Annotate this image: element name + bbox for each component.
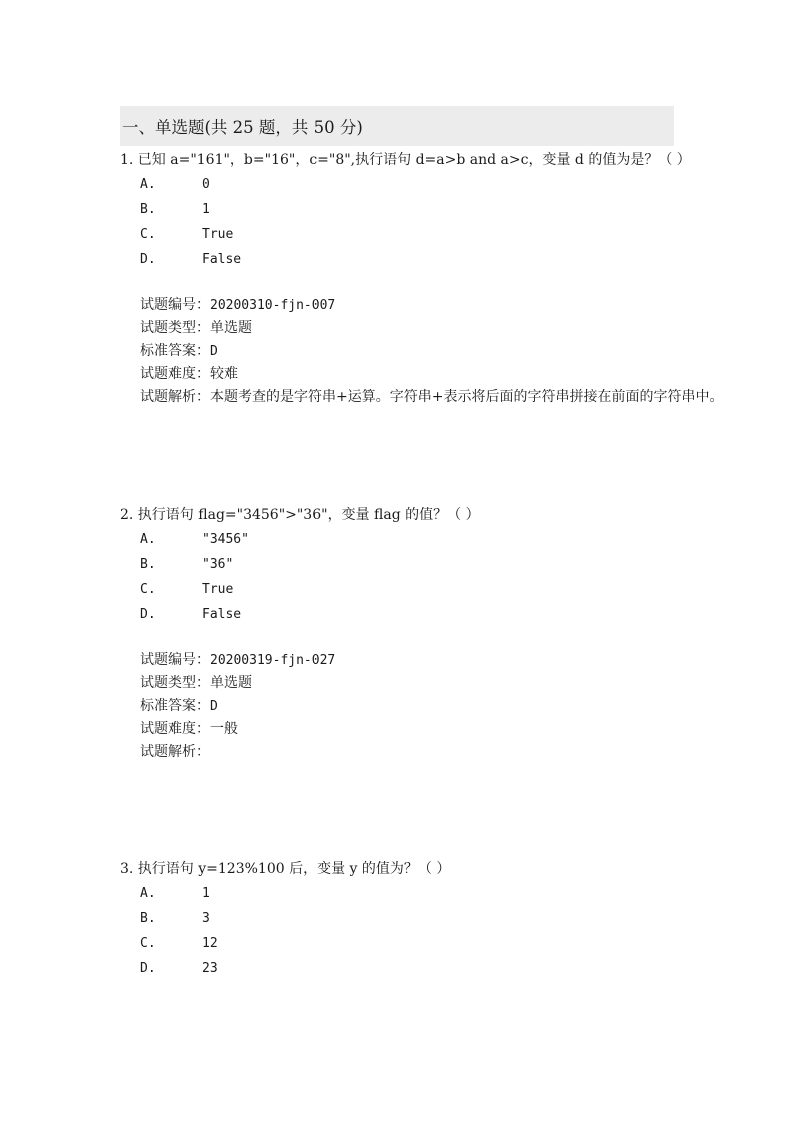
option-text: False (202, 607, 242, 622)
meta-value: 20200310-fjn-007 (210, 298, 336, 313)
question-title: 3. 执行语句 y=123%100 后，变量 y 的值为？（ ） (120, 861, 451, 877)
option-letter: D. (140, 607, 156, 622)
meta-difficulty (140, 363, 723, 386)
option-b (120, 197, 723, 222)
option-c (120, 222, 723, 247)
option-letter: B. (140, 202, 156, 217)
meta-label: 试题解析： (140, 389, 210, 405)
section-header (120, 106, 674, 146)
meta-value: 一般 (210, 721, 238, 737)
question-2 (120, 503, 480, 764)
meta-label: 试题解析： (140, 744, 210, 760)
question-meta (120, 294, 723, 409)
meta-label: 试题编号： (140, 652, 210, 668)
meta-label: 试题类型： (140, 675, 210, 691)
meta-id (140, 649, 480, 672)
meta-value: 单选题 (210, 675, 252, 691)
option-text: True (202, 582, 234, 597)
option-d (120, 956, 450, 981)
meta-label: 试题类型： (140, 320, 210, 336)
option-letter: D. (140, 252, 156, 267)
question-title: 1. 已知 a="161"，b="16"，c="8",执行语句 d=a>b and a>c，变量 d 的值为是？（ ） (120, 152, 691, 168)
option-c (120, 577, 480, 602)
meta-label: 试题难度： (140, 366, 210, 382)
meta-label: 标准答案： (140, 698, 210, 714)
option-text: 0 (202, 177, 210, 192)
option-letter: A. (140, 177, 156, 192)
meta-answer (140, 340, 723, 363)
meta-type (140, 672, 480, 695)
meta-value: D (210, 699, 218, 714)
meta-id (140, 294, 723, 317)
option-text: 23 (202, 961, 218, 976)
option-text: 3 (202, 911, 210, 926)
option-letter: C. (140, 227, 156, 242)
meta-label: 试题编号： (140, 297, 210, 313)
option-letter: C. (140, 582, 156, 597)
meta-value: 较难 (210, 366, 238, 382)
option-a (120, 527, 480, 552)
option-b (120, 906, 450, 931)
option-letter: C. (140, 936, 156, 951)
question-1 (120, 148, 723, 409)
meta-analysis (140, 386, 723, 409)
option-d (120, 602, 480, 627)
meta-label: 标准答案： (140, 343, 210, 359)
meta-value: 本题考查的是字符串+运算。字符串+表示将后面的字符串拼接在前面的字符串中。 (210, 389, 724, 405)
meta-difficulty (140, 718, 480, 741)
option-letter: B. (140, 557, 156, 572)
option-letter: D. (140, 961, 156, 976)
option-text: 1 (202, 886, 210, 901)
option-b (120, 552, 480, 577)
meta-value: 单选题 (210, 320, 252, 336)
option-d (120, 247, 723, 272)
meta-answer (140, 695, 480, 718)
option-a (120, 881, 450, 906)
option-text: True (202, 227, 234, 242)
question-3 (120, 857, 450, 981)
meta-analysis (140, 741, 480, 764)
option-text: False (202, 252, 242, 267)
option-text: 1 (202, 202, 210, 217)
meta-value: D (210, 344, 218, 359)
option-c (120, 931, 450, 956)
option-a (120, 172, 723, 197)
option-text: "3456" (202, 532, 249, 547)
section-title: 一、单选题(共 25 题，共 50 分) (122, 118, 363, 137)
question-meta (120, 649, 480, 764)
question-title: 2. 执行语句 flag="3456">"36"，变量 flag 的值？（ ） (120, 507, 480, 523)
meta-label: 试题难度： (140, 721, 210, 737)
option-letter: A. (140, 886, 156, 901)
option-text: "36" (202, 557, 234, 572)
option-letter: A. (140, 532, 156, 547)
option-text: 12 (202, 936, 218, 951)
meta-type (140, 317, 723, 340)
option-letter: B. (140, 911, 156, 926)
meta-value: 20200319-fjn-027 (210, 653, 336, 668)
